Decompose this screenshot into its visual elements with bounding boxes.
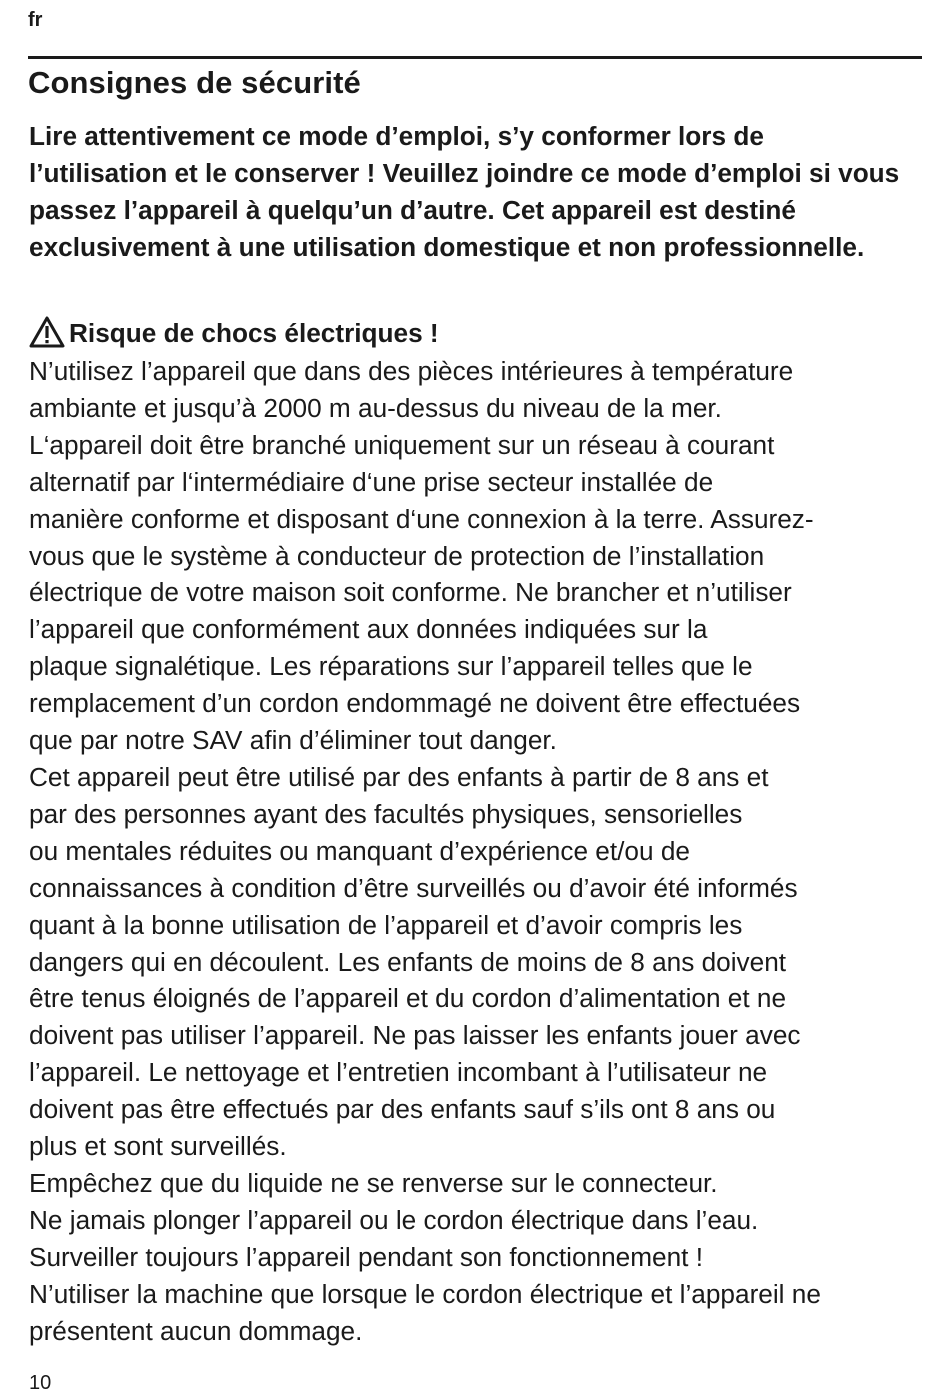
body-line: Empêchez que du liquide ne se renverse sur le connecteur. [29,1167,718,1198]
body-line: ou mentales réduites ou manquant d’expérience et/ou de [29,835,690,866]
body-line: manière conforme et disposant d‘une connexion à la terre. Assurez- [29,503,814,534]
body-line: être tenus éloignés de l’appareil et du cordon d’alimentation et ne [29,983,787,1014]
body-line: connaissances à condition d’être surveillés ou d’avoir été informés [29,872,798,903]
body-line: présentent aucun dommage. [29,1315,363,1346]
header-divider [28,56,922,59]
warning-heading-label: Risque de chocs électriques ! [69,318,439,348]
body-line: doivent pas être effectués par des enfants sauf s’ils ont 8 ans ou [29,1094,776,1125]
body-line: ambiante et jusqu’à 2000 m au-dessus du niveau de la mer. [29,392,722,423]
warning-heading [29,315,439,352]
body-line: N’utiliser la machine que lorsque le cordon électrique et l’appareil ne [29,1278,821,1309]
body-line: vous que le système à conducteur de protection de l’installation [29,540,765,571]
body-line: plaque signalétique. Les réparations sur l’appareil telles que le [29,651,753,682]
body-line: doivent pas utiliser l’appareil. Ne pas laisser les enfants jouer avec [29,1020,801,1051]
body-line: l’appareil. Le nettoyage et l’entretien incombant à l’utilisateur ne [29,1057,768,1088]
safety-instructions-body [29,353,929,1349]
body-line: Surveiller toujours l’appareil pendant son fonctionnement ! [29,1241,704,1272]
body-line: N’utilisez l’appareil que dans des pièces intérieures à température [29,356,794,386]
warning-triangle-icon [29,316,65,348]
body-line: Cet appareil peut être utilisé par des enfants à partir de 8 ans et [29,761,769,792]
intro-paragraph: Lire attentivement ce mode d’emploi, s’y conformer lors de l’utilisation et le conserver ! Veuillez joindre ce mode d’emploi si vous passez l’appareil à quelqu’un d’autre. Cet appareil est destiné exclusivement à une utilisation domestique et non professionnelle. [29,121,900,262]
page-number: 10 [29,1372,52,1394]
body-line: dangers qui en découlent. Les enfants de moins de 8 ans doivent [29,946,787,977]
body-line: par des personnes ayant des facultés physiques, sensorielles [29,798,743,829]
body-line: l’appareil que conformément aux données indiquées sur la [29,614,708,645]
body-line: quant à la bonne utilisation de l’appareil et d’avoir compris les [29,909,743,940]
section-title: Consignes de sécurité [28,65,361,100]
language-code: fr [28,9,43,31]
body-line: remplacement d’un cordon endommagé ne doivent être effectuées [29,688,801,719]
body-line: que par notre SAV afin d’éliminer tout danger. [29,725,557,756]
body-line: plus et sont surveillés. [29,1131,287,1162]
body-line: électrique de votre maison soit conforme. Ne brancher et n’utiliser [29,577,792,608]
body-line: alternatif par l‘intermédiaire d‘une prise secteur installée de [29,466,714,497]
body-line: L‘appareil doit être branché uniquement sur un réseau à courant [29,429,775,460]
body-line: Ne jamais plonger l’appareil ou le cordon électrique dans l’eau. [29,1204,759,1235]
